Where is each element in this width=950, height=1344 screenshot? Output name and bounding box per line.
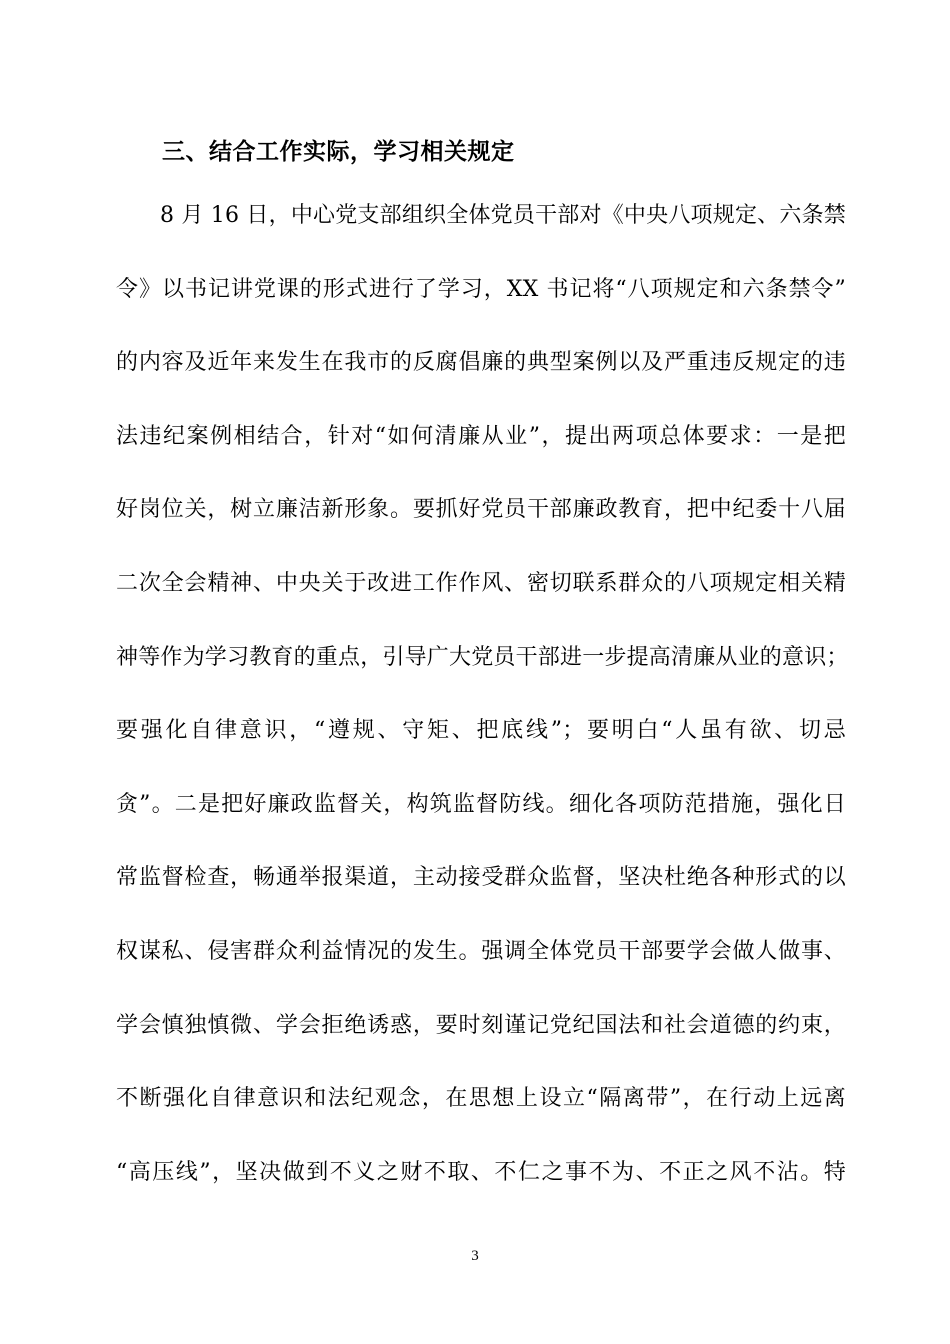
paragraph-line: 好岗位关，树立廉洁新形象。要抓好党员干部廉政教育，把中纪委十八届 bbox=[116, 497, 846, 523]
section-heading: 三、结合工作实际，学习相关规定 bbox=[162, 139, 515, 165]
paragraph-line: 二次全会精神、中央关于改进工作作风、密切联系群众的八项规定相关精 bbox=[116, 570, 846, 596]
paragraph-line: 不断强化自律意识和法纪观念，在思想上设立“隔离带”，在行动上远离 bbox=[116, 1086, 846, 1112]
paragraph-line: 权谋私、侵害群众利益情况的发生。强调全体党员干部要学会做人做事、 bbox=[116, 938, 846, 964]
paragraph-line: 8 月 16 日，中心党支部组织全体党员干部对《中央八项规定、六条禁 bbox=[160, 203, 846, 228]
paragraph-line: “高压线”，坚决做到不义之财不取、不仁之事不为、不正之风不沾。特 bbox=[116, 1159, 846, 1185]
paragraph-line: 令》以书记讲党课的形式进行了学习，XX 书记将“八项规定和六条禁令” bbox=[116, 276, 846, 302]
paragraph-line: 学会慎独慎微、学会拒绝诱惑，要时刻谨记党纪国法和社会道德的约束， bbox=[116, 1012, 846, 1038]
paragraph-line: 的内容及近年来发生在我市的反腐倡廉的典型案例以及严重违反规定的违 bbox=[116, 350, 846, 376]
paragraph-line: 神等作为学习教育的重点，引导广大党员干部进一步提高清廉从业的意识； bbox=[116, 644, 849, 670]
paragraph-line: 法违纪案例相结合，针对“如何清廉从业”，提出两项总体要求：一是把 bbox=[116, 423, 846, 449]
body-paragraph bbox=[116, 184, 849, 1214]
page-number: 3 bbox=[471, 1248, 479, 1264]
paragraph-line: 要强化自律意识，“遵规、守矩、把底线”；要明白“人虽有欲、切忌 bbox=[116, 718, 846, 744]
paragraph-line: 贪”。二是把好廉政监督关，构筑监督防线。细化各项防范措施，强化日 bbox=[116, 791, 846, 817]
paragraph-line: 常监督检查，畅通举报渠道，主动接受群众监督，坚决杜绝各种形式的以 bbox=[116, 865, 846, 891]
